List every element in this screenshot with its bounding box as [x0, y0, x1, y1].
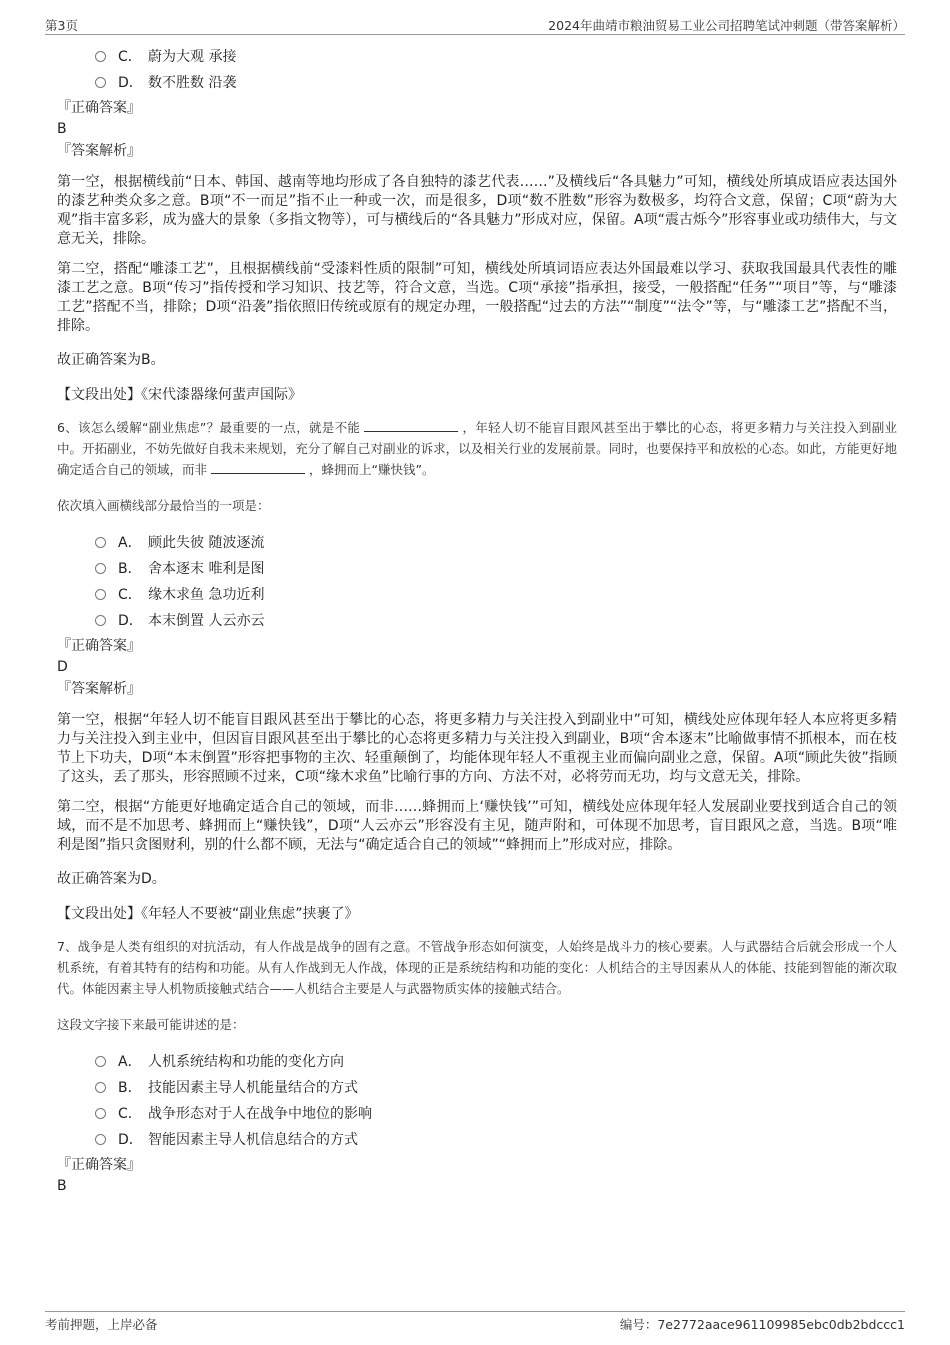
- q5-source: 【文段出处】《宋代漆器缘何蜚声国际》: [57, 387, 302, 403]
- footer-code: 编号：7e2772aace961109985ebc0db2bdccc1: [619, 1317, 905, 1332]
- radio-icon[interactable]: [95, 1134, 106, 1145]
- q6-answer-label: 『正确答案』: [57, 638, 141, 654]
- q6-prompt: 依次填入画横线部分最恰当的一项是：: [57, 498, 270, 513]
- q6-blank-2: [211, 460, 305, 474]
- q6-analysis-label: 『答案解析』: [57, 681, 141, 697]
- q6-analysis-para-1: 第一空，根据“年轻人切不能盲目跟风甚至出于攀比的心态，将更多精力与关注投入到副业中”可知，横线处应体现年轻人本应将更多精力与关注投入到主业中，但因盲目跟风甚至出于攀比的心态将更多精力与关注投入到副业，B项“舍本逐末”比喻做事情不抓根本，而在枝节上下功夫，D项“本末倒置”形容把事物的主次、轻重颠倒了，均能体现年轻人不重视主业而偏向副业之意，保留。A项“顾此失彼”指顾了这头，丢了那头，形容照顾不过来，C项“缘木求鱼”比喻行事的方向、方法不对，必将劳而无功，均与文意无关，排除。: [57, 712, 897, 785]
- q7-option-d[interactable]: D． 智能因素主导人机信息结合的方式: [95, 1127, 897, 1153]
- q7-prompt: 这段文字接下来最可能讲述的是：: [57, 1017, 245, 1032]
- q6-conclusion: 故正确答案为D。: [57, 871, 166, 887]
- q5-option-c[interactable]: C． 蔚为大观 承接: [95, 44, 897, 70]
- document-title: 2024年曲靖市粮油贸易工业公司招聘笔试冲刺题（带答案解析）: [548, 18, 905, 33]
- radio-icon[interactable]: [95, 1082, 106, 1093]
- q5-option-d[interactable]: D． 数不胜数 沿袭: [95, 70, 897, 96]
- radio-icon[interactable]: [95, 51, 106, 62]
- radio-icon[interactable]: [95, 615, 106, 626]
- q5-answer: B: [57, 121, 67, 137]
- q6-analysis-para-2: 第二空，根据“方能更好地确定适合自己的领域，而非……蜂拥而上‘赚快钱’”可知，横线处应体现年轻人发展副业要找到适合自己的领域，而不是不加思考、蜂拥而上“赚快钱”，D项“人云亦云”形容没有主见，随声附和，可体现不加思考，盲目跟风之意，当选。B项“唯利是图”指只贪图财利，别的什么都不顾，无法与“确定适合自己的领域”“蜂拥而上”形成对应，排除。: [57, 799, 897, 853]
- q7-option-b[interactable]: B． 技能因素主导人机能量结合的方式: [95, 1075, 897, 1101]
- page-number: 第3页: [45, 18, 78, 33]
- q7-options: [95, 1049, 897, 1153]
- q6-question: 6、该怎么缓解“副业焦虑”？最重要的一点，就是不能 ，年轻人切不能盲目跟风甚至出于攀比的心态，将更多精力与关注投入到副业中。开拓副业，不妨先做好自我未来规划，充分了解自己对副业的诉求，以及相关行业的发展前景。同时，也要保持平和放松的心态。如此，方能更好地确定适合自己的领域，而非 ，蜂拥而上“赚快钱”。: [57, 420, 897, 477]
- q5-analysis-label: 『答案解析』: [57, 143, 141, 159]
- q7-option-a[interactable]: A． 人机系统结构和功能的变化方向: [95, 1049, 897, 1075]
- radio-icon[interactable]: [95, 537, 106, 548]
- q6-option-b[interactable]: B． 舍本逐末 唯利是图: [95, 556, 897, 582]
- q6-options: [95, 530, 897, 634]
- q6-blank-1: [364, 418, 458, 432]
- page-content: [57, 44, 897, 1196]
- q7-option-c[interactable]: C． 战争形态对于人在战争中地位的影响: [95, 1101, 897, 1127]
- q5-analysis-para-1: 第一空，根据横线前“日本、韩国、越南等地均形成了各自独特的漆艺代表……”及横线后“各具魅力”可知，横线处所填成语应表达国外的漆艺种类众多之意。B项“不一而足”指不止一种或一次，而是很多，D项“数不胜数”形容为数极多，均符合文意，保留；C项“蔚为大观”指丰富多彩，成为盛大的景象（多指文物等），可与横线后的“各具魅力”形成对应，保留。A项“震古烁今”形容事业或功绩伟大，与文意无关，排除。: [57, 174, 897, 247]
- q5-analysis-para-2: 第二空，搭配“雕漆工艺”，且根据横线前“受漆料性质的限制”可知，横线处所填词语应表达外国最难以学习、获取我国最具代表性的雕漆工艺之意。B项“传习”指传授和学习知识、技艺等，符合文意，当选。C项“承接”指承担，接受，一般搭配“任务”“项目”等，与“雕漆工艺”搭配不当，排除；D项“沿袭”指依照旧传统或原有的规定办理，一般搭配“过去的方法”“制度”“法令”等，与“雕漆工艺”搭配不当，排除。: [57, 261, 897, 334]
- q5-conclusion: 故正确答案为B。: [57, 352, 165, 368]
- page-header: [45, 12, 905, 35]
- radio-icon[interactable]: [95, 1056, 106, 1067]
- q6-option-a[interactable]: A． 顾此失彼 随波逐流: [95, 530, 897, 556]
- q6-option-c[interactable]: C． 缘木求鱼 急功近利: [95, 582, 897, 608]
- q6-source: 【文段出处】《年轻人不要被“副业焦虑”挟裹了》: [57, 906, 359, 922]
- radio-icon[interactable]: [95, 77, 106, 88]
- radio-icon[interactable]: [95, 589, 106, 600]
- radio-icon[interactable]: [95, 1108, 106, 1119]
- page-footer: [45, 1311, 905, 1336]
- footer-slogan: 考前押题，上岸必备: [45, 1317, 158, 1332]
- q6-option-d[interactable]: D． 本末倒置 人云亦云: [95, 608, 897, 634]
- q7-answer-label: 『正确答案』: [57, 1157, 141, 1173]
- q6-answer: D: [57, 659, 68, 675]
- q5-answer-label: 『正确答案』: [57, 100, 141, 116]
- q7-answer: B: [57, 1178, 67, 1194]
- radio-icon[interactable]: [95, 563, 106, 574]
- q5-options: [95, 44, 897, 96]
- q7-question: 7、战争是人类有组织的对抗活动，有人作战是战争的固有之意。不管战争形态如何演变，人始终是战斗力的核心要素。人与武器结合后就会形成一个人机系统，有着其特有的结构和功能。从有人作战到无人作战，体现的正是系统结构和功能的变化：人机结合的主导因素从人的体能、技能到智能的渐次取代。体能因素主导人机物质接触式结合——人机结合主要是人与武器物质实体的接触式结合。: [57, 939, 897, 996]
